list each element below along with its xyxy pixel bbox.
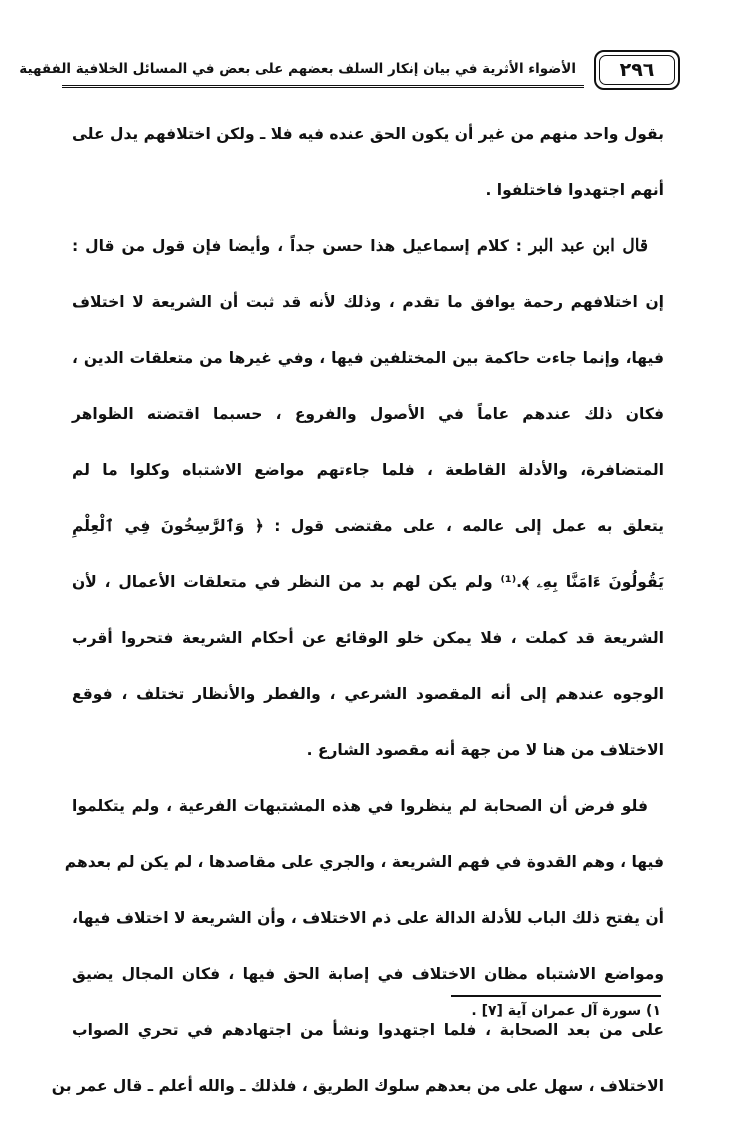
page-number: ٢٩٦ (619, 59, 655, 81)
footnote: ١) سورة آل عمران آية [٧] . (471, 1003, 661, 1019)
line-text: يتعلق به عمل إلى عالمه ، على مقتضى قول : ﴿ وَٱلرَّٰسِخُونَ فِي ٱلْعِلْمِ (72, 517, 664, 535)
text-line (72, 954, 664, 1010)
text-line (72, 170, 664, 226)
line-text: الاختلاف ، سهل على من بعدهم سلوك الطريق ، فلذلك ـ والله أعلم ـ قال عمر بن (51, 1077, 664, 1095)
text-line (72, 450, 664, 506)
text-line (72, 506, 664, 562)
line-text: المتضافرة، والأدلة القاطعة ، فلما جاءتهم مواضع الاشتباه وكلوا ما لم (72, 461, 664, 479)
line-text: يَقُولُونَ ءَامَنَّا بِهِۦ ﴾.⁽¹⁾ ولم يكن لهم بد من النظر في متعلقات الأعمال ، لأن (72, 573, 664, 591)
text-line (72, 282, 664, 338)
line-text: فيها، وإنما جاءت حاكمة بين المختلفين فيها ، وفي غيرها من متعلقات الدين ، (72, 349, 664, 367)
line-text: على من بعد الصحابة ، فلما اجتهدوا ونشأ من اجتهادهم في تحري الصواب (72, 1021, 664, 1039)
line-text: فيها ، وهم القدوة في فهم الشريعة ، والجري على مقاصدها ، لم يكن لم بعدهم (64, 853, 664, 871)
text-line (72, 898, 664, 954)
line-text: إن اختلافهم رحمة يوافق ما تقدم ، وذلك لأنه قد ثبت أن الشريعة لا اختلاف (72, 293, 664, 311)
footnote-rule (451, 995, 661, 997)
page-header (19, 50, 680, 94)
text-line (72, 226, 664, 282)
running-title: الأضواء الأثرية في بيان إنكار السلف بعضهم على بعض في المسائل الخلافية الفقهية (19, 61, 576, 77)
text-line (72, 394, 664, 450)
text-line (72, 114, 664, 170)
header-rule (62, 85, 584, 90)
text-line (72, 730, 664, 786)
page-number-frame (594, 50, 680, 90)
lead-phrase: قال ابن عبد البر (528, 236, 649, 256)
text-line (72, 562, 664, 618)
line-text: أنهم اجتهدوا فاختلفوا . (485, 181, 664, 199)
line-text: بقول واحد منهم من غير أن يكون الحق عنده فيه فلا ـ ولكن اختلافهم يدل على (72, 125, 664, 143)
line-text: فكان ذلك عندهم عاماً في الأصول والفروع ، حسبما اقتضته الظواهر (72, 405, 664, 423)
text-line (72, 674, 664, 730)
text-line (72, 786, 664, 842)
line-text: الاختلاف من هنا لا من جهة أنه مقصود الشارع . (306, 741, 664, 759)
line-text: الوجوه عندهم إلى أنه المقصود الشرعي ، والفطر والأنظار تختلف ، فوقع (72, 685, 664, 703)
text-line (51, 1066, 664, 1122)
line-text: الشريعة قد كملت ، فلا يمكن خلو الوقائع عن أحكام الشريعة فتحروا أقرب (72, 629, 664, 647)
line-text: ومواضع الاشتباه مظان الاختلاف في إصابة الحق فيها ، فكان المجال يضيق (72, 965, 664, 983)
text-line (72, 618, 664, 674)
line-text: : كلام إسماعيل هذا حسن جداً ، وأيضا فإن قول من قال : (72, 237, 529, 255)
body-text (51, 114, 664, 1122)
text-line (64, 842, 664, 898)
text-line (72, 338, 664, 394)
line-text: أن يفتح ذلك الباب للأدلة الدالة على ذم الاختلاف ، وأن الشريعة لا اختلاف فيها، (72, 909, 664, 927)
line-text: فلو فرض أن الصحابة لم ينظروا في هذه المشتبهات الفرعية ، ولم يتكلموا (72, 797, 648, 815)
